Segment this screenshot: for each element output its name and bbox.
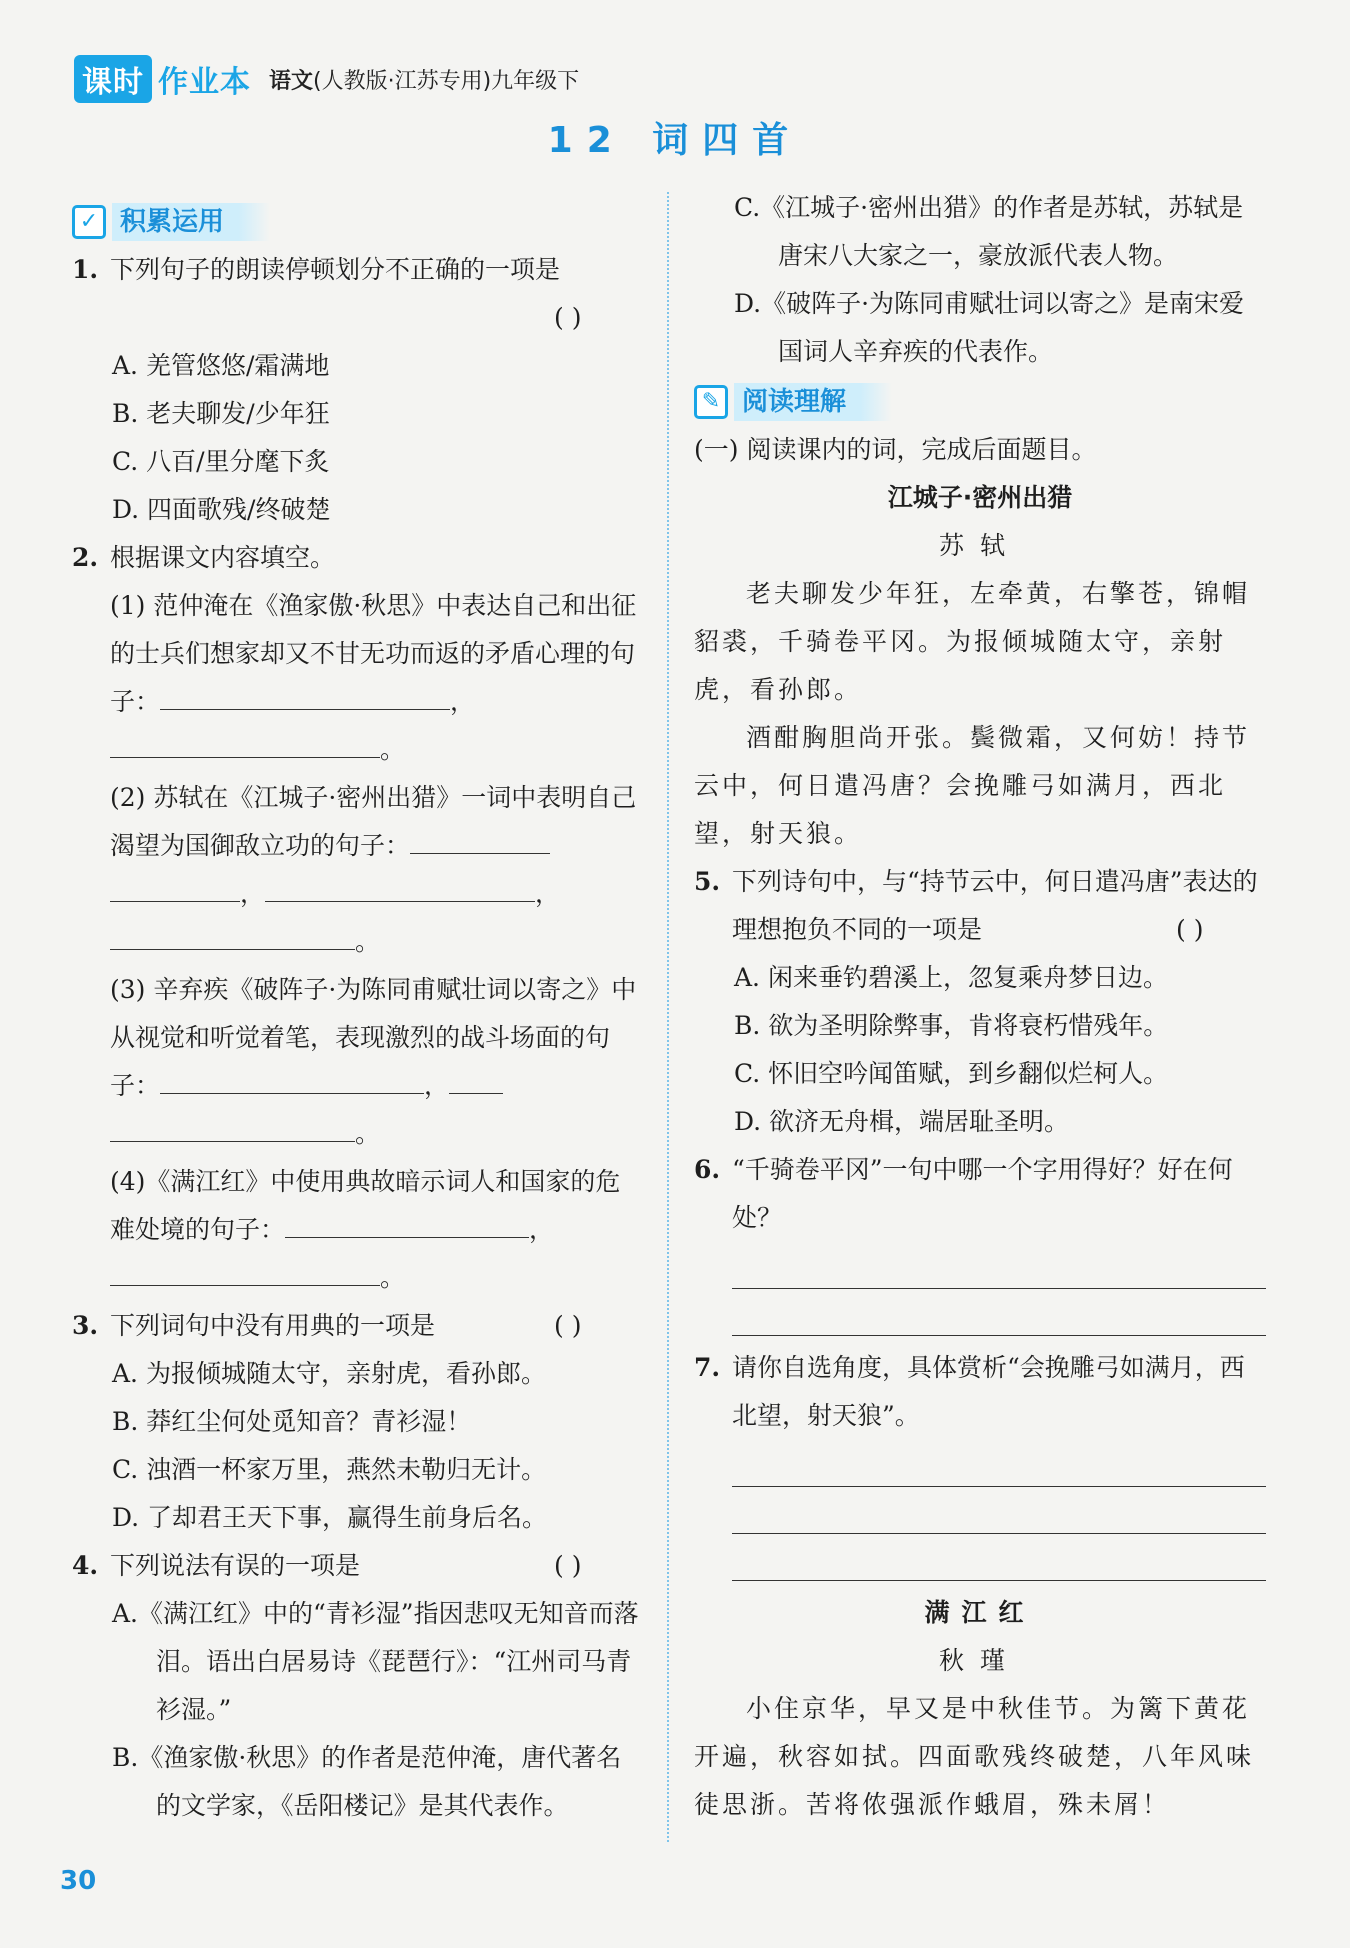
answer-blank[interactable] <box>160 1065 424 1094</box>
pencil-icon: ✎ <box>694 385 728 419</box>
question-number: 4. <box>72 1551 99 1580</box>
question-number: 1. <box>72 255 99 284</box>
option: B. 莽红尘何处觅知音？青衫湿！ <box>112 1407 472 1436</box>
answer-blank[interactable] <box>449 1065 503 1094</box>
question-number: 5. <box>694 867 721 896</box>
question-stem: 下列句子的朗读停顿划分不正确的一项是 <box>110 255 561 284</box>
poem-paragraph: 小住京华，早又是中秋佳节。为篱下黄花开遍，秋容如拭。四面歌残终破楚，八年风味徒思浙。苦将侬强派作蛾眉，殊未屑！ <box>694 1694 1255 1819</box>
sub-question-4 <box>72 1158 644 1302</box>
question-number: 2. <box>72 543 99 572</box>
answer-blank[interactable] <box>265 873 535 902</box>
option: D. 四面歌残/终破楚 <box>112 495 331 524</box>
option: B. 老夫聊发/少年狂 <box>112 399 330 428</box>
option: D.《破阵子·为陈同甫赋壮词以寄之》是南宋爱国词人辛弃疾的代表作。 <box>734 289 1245 366</box>
answer-blank[interactable] <box>110 873 240 902</box>
question-stem: “千骑卷平冈”一句中哪一个字用得好？好在何处？ <box>732 1155 1233 1232</box>
logo-text: 作业本 <box>158 65 251 100</box>
question-2 <box>72 534 644 582</box>
question-number: 6. <box>694 1155 721 1184</box>
left-column <box>72 196 644 1830</box>
lesson-title: 12 词四首 <box>547 120 803 161</box>
option: B. 欲为圣明除弊事，肯将衰朽惜残年。 <box>734 1011 1169 1040</box>
answer-line[interactable] <box>732 1242 1266 1289</box>
option: C.《江城子·密州出猎》的作者是苏轼，苏轼是唐宋八大家之一，豪放派代表人物。 <box>734 193 1244 270</box>
question-4 <box>72 1542 644 1590</box>
answer-blank[interactable] <box>410 825 550 854</box>
question-stem: 下列词句中没有用典的一项是 <box>110 1311 436 1340</box>
section-accumulate <box>72 200 644 244</box>
question-1 <box>72 246 644 342</box>
option: C. 浊酒一杯家万里，燕然未勒归无计。 <box>112 1455 547 1484</box>
answer-blank[interactable] <box>160 681 450 710</box>
sub-question-1 <box>72 582 644 774</box>
question-stem: 下列诗句中，与“持节云中，何日遣冯唐”表达的理想抱负不同的一项是 <box>732 867 1258 944</box>
period: 。 <box>355 1119 381 1148</box>
option: A. 闲来垂钓碧溪上，忽复乘舟梦日边。 <box>734 963 1168 992</box>
comma: ， <box>424 1071 450 1100</box>
answer-paren[interactable]: ( ) <box>554 303 582 332</box>
comma: ， <box>535 879 561 908</box>
poem-author: 苏轼 <box>938 531 1021 560</box>
option: C. 八百/里分麾下炙 <box>112 447 330 476</box>
question-stem: 下列说法有误的一项是 <box>110 1551 361 1580</box>
sub-text: (3) 辛弃疾《破阵子·为陈同甫赋壮词以寄之》中从视觉和听觉着笔，表现激烈的战斗场面的句子： <box>110 975 637 1100</box>
poem-paragraph: 酒酣胸胆尚开张。鬓微霜，又何妨！持节云中，何日遣冯唐？会挽雕弓如满月，西北望，射天狼。 <box>694 723 1251 848</box>
subject-bold: 语文 <box>269 68 314 94</box>
option: A. 羌管悠悠/霜满地 <box>112 351 330 380</box>
option: D. 了却君王天下事，赢得生前身后名。 <box>112 1503 548 1532</box>
poem-title: 江城子·密州出猎 <box>887 483 1073 512</box>
period: 。 <box>355 927 381 956</box>
logo-box: 课时 <box>74 55 152 103</box>
answer-paren[interactable]: ( ) <box>554 1551 582 1580</box>
answer-blank[interactable] <box>110 1113 355 1142</box>
answer-blank[interactable] <box>285 1209 529 1238</box>
question-stem: 请你自选角度，具体赏析“会挽雕弓如满月，西北望，射天狼”。 <box>732 1353 1245 1430</box>
comma: ， <box>240 879 266 908</box>
section-reading <box>694 380 1266 424</box>
sub-text: (1) 范仲淹在《渔家傲·秋思》中表达自己和出征的士兵们想家却又不甘无功而返的矛盾心理的句子： <box>110 591 637 716</box>
answer-line[interactable] <box>732 1440 1266 1487</box>
poem-author: 秋瑾 <box>938 1646 1021 1675</box>
option: A.《满江红》中的“青衫湿”指因悲叹无知音而落泪。语出白居易诗《琵琶行》：“江州司马青衫湿。” <box>112 1599 639 1724</box>
question-stem: 根据课文内容填空。 <box>110 543 336 572</box>
sub-text: (4)《满江红》中使用典故暗示词人和国家的危难处境的句子： <box>110 1167 621 1244</box>
column-divider <box>667 192 669 1842</box>
subject-rest: (人教版·江苏专用)九年级下 <box>313 68 580 94</box>
answer-paren[interactable]: ( ) <box>554 1311 582 1340</box>
comma: ， <box>450 687 476 716</box>
poem-title: 满江红 <box>924 1598 1036 1627</box>
option: C. 怀旧空吟闻笛赋，到乡翻似烂柯人。 <box>734 1059 1169 1088</box>
answer-paren[interactable]: ( ) <box>1176 915 1204 944</box>
period: 。 <box>380 1263 406 1292</box>
answer-line[interactable] <box>732 1289 1266 1336</box>
subject-line <box>269 64 579 95</box>
question-6 <box>694 1146 1266 1242</box>
answer-blank[interactable] <box>110 729 380 758</box>
page-number: 30 <box>60 1866 97 1896</box>
option: D. 欲济无舟楫，端居耻圣明。 <box>734 1107 1070 1136</box>
sub-question-2 <box>72 774 644 966</box>
answer-blank[interactable] <box>110 921 355 950</box>
question-5 <box>694 858 1266 954</box>
sub-question-3 <box>72 966 644 1158</box>
question-number: 7. <box>694 1353 721 1382</box>
answer-line[interactable] <box>732 1487 1266 1534</box>
question-3 <box>72 1302 644 1350</box>
section-label: 积累运用 <box>112 203 270 241</box>
poem-paragraph: 老夫聊发少年狂，左牵黄，右擎苍，锦帽貂裘，千骑卷平冈。为报倾城随太守，亲射虎，看孙郎。 <box>694 579 1251 704</box>
reading-intro: (一) 阅读课内的词，完成后面题目。 <box>694 435 1097 464</box>
question-7 <box>694 1344 1266 1440</box>
option: A. 为报倾城随太守，亲射虎，看孙郎。 <box>112 1359 546 1388</box>
answer-line[interactable] <box>732 1534 1266 1581</box>
right-column <box>694 184 1266 1829</box>
answer-blank[interactable] <box>110 1257 380 1286</box>
section-label: 阅读理解 <box>734 383 892 421</box>
period: 。 <box>380 735 406 764</box>
option: B.《渔家傲·秋思》的作者是范仲淹，唐代著名的文学家，《岳阳楼记》是其代表作。 <box>112 1743 622 1820</box>
sub-text: (2) 苏轼在《江城子·密州出猎》一词中表明自己渴望为国御敌立功的句子： <box>110 783 637 860</box>
question-number: 3. <box>72 1311 99 1340</box>
check-icon: ✓ <box>72 205 106 239</box>
header <box>74 56 579 102</box>
comma: ， <box>529 1215 555 1244</box>
